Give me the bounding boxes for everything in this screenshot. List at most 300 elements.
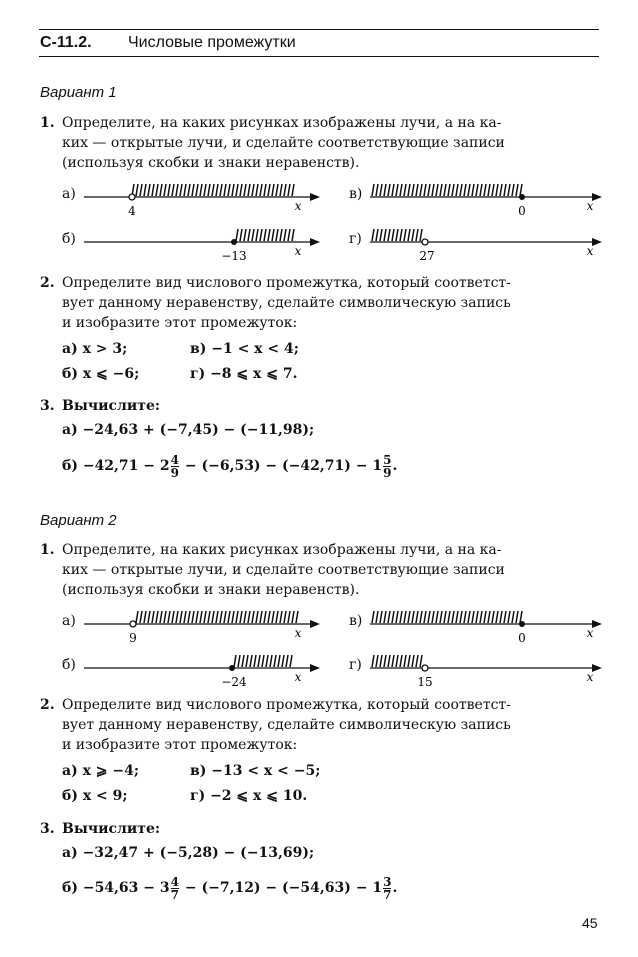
v2-fig-a-hatch-mark-34 [272, 611, 274, 623]
v2-fig-b-hatch-mark-1 [238, 655, 240, 667]
v2-fig-a-hatch-mark-1 [140, 611, 142, 623]
variant-2-heading: Вариант 2 [40, 512, 117, 529]
v1-fig-v-hatch-mark-0 [372, 184, 374, 196]
v2-fig-v-hatch-mark-27 [480, 611, 482, 623]
v1-fig-a-hatch-mark-13 [184, 184, 186, 196]
v2-fig-g-hatch-mark-5 [392, 655, 394, 667]
v1-fig-v-hatch-mark-27 [480, 184, 482, 196]
v1-fig-b-hatch-mark-9 [272, 229, 274, 241]
v2-fig-g-hatch-mark-7 [400, 655, 402, 667]
section-code: С-11.2. [40, 34, 92, 51]
v2-fig-g-hatch [372, 655, 422, 667]
v1-task3-b-mid: − (−6,53) − (−42,71) − [184, 458, 368, 474]
v2-fig-a-hatch-mark-25 [236, 611, 238, 623]
v1-task3-number: 3. [40, 398, 55, 414]
v2-fig-g-hatch-mark-6 [396, 655, 398, 667]
v1-fig-g-hatch-mark-6 [396, 229, 398, 241]
v1-fig-v-number-line [370, 180, 602, 218]
v2-fig-b-point-label: −24 [221, 675, 247, 689]
v2-fig-v-hatch-mark-26 [476, 611, 478, 623]
v2-fig-a-hatch-mark-14 [192, 611, 194, 623]
v2-fig-a-hatch-mark-33 [268, 611, 270, 623]
v2-fig-a-hatch-mark-5 [156, 611, 158, 623]
v2-fig-g-hatch-mark-3 [384, 655, 386, 667]
v1-fig-v-hatch-mark-16 [436, 184, 438, 196]
v1-fig-a-hatch-mark-18 [204, 184, 206, 196]
v1-fig-a-hatch-mark-9 [168, 184, 170, 196]
v2-fig-a-hatch-mark-26 [240, 611, 242, 623]
v1-task2-line-1: Определите вид числового промежутка, который соответст- [62, 275, 511, 291]
v2-fig-v-hatch-mark-1 [376, 611, 378, 623]
v2-fig-v-hatch-mark-33 [504, 611, 506, 623]
v1-fig-b-hatch-mark-3 [248, 229, 250, 241]
v1-fig-b-hatch-mark-12 [284, 229, 286, 241]
v2-fig-v-hatch-mark-7 [400, 611, 402, 623]
v2-task3-b-start: б) −54,63 − [62, 880, 156, 896]
v2-fig-v-hatch-mark-12 [420, 611, 422, 623]
v1-fig-b-arrowhead [310, 238, 320, 246]
v1-fig-b-hatch-mark-6 [260, 229, 262, 241]
v2-fig-a-hatch-mark-12 [184, 611, 186, 623]
v1-fig-v-hatch-mark-10 [412, 184, 414, 196]
v1-fig-a-hatch-mark-32 [260, 184, 262, 196]
v1-fig-a-hatch [132, 184, 294, 196]
v2-task2-item-b: б) x < 9; [62, 788, 128, 804]
v1-fig-a-hatch-mark-11 [176, 184, 178, 196]
header-top-rule [39, 29, 599, 30]
v1-fig-g-hatch-mark-10 [412, 229, 414, 241]
v1-fig-a-hatch-mark-22 [220, 184, 222, 196]
v1-fig-a-hatch-mark-17 [200, 184, 202, 196]
v2-fig-b-hatch-mark-4 [250, 655, 252, 667]
v2-fig-g-axis-label: x [586, 670, 594, 684]
v1-fig-g-hatch-mark-9 [408, 229, 410, 241]
v1-fig-b-hatch-mark-10 [276, 229, 278, 241]
v2-fig-g-hatch-mark-1 [376, 655, 378, 667]
v1-fig-a-hatch-mark-19 [208, 184, 210, 196]
v1-fig-v-hatch-mark-25 [472, 184, 474, 196]
v1-fig-g-hatch [372, 229, 422, 241]
v2-fig-v-hatch [372, 611, 522, 623]
v2-fig-v-closed-point [519, 621, 525, 627]
v2-fig-v-hatch-mark-32 [500, 611, 502, 623]
v2-fig-v-hatch-mark-10 [412, 611, 414, 623]
v2-fig-v-hatch-mark-3 [384, 611, 386, 623]
v2-task3-b-whole-1: 3 [159, 880, 170, 896]
v2-fig-g-number-line [370, 651, 602, 689]
v1-fig-b-closed-point [231, 239, 237, 245]
v1-task2-number: 2. [40, 275, 55, 291]
v1-fig-v-hatch-mark-1 [376, 184, 378, 196]
v2-fig-v-hatch-mark-9 [408, 611, 410, 623]
v1-fig-a-hatch-mark-5 [152, 184, 154, 196]
v1-fig-v-closed-point [519, 194, 525, 200]
v1-fig-b-hatch-mark-13 [288, 229, 290, 241]
v2-fig-b-hatch-mark-2 [242, 655, 244, 667]
v1-fig-a-arrowhead [310, 193, 320, 201]
v1-fig-b-hatch-mark-2 [244, 229, 246, 241]
v1-task2-item-v: в) −1 < x < 4; [190, 341, 299, 357]
v2-fig-v-hatch-mark-0 [372, 611, 374, 623]
v2-task2-line-3: и изобразите этот промежуток: [62, 737, 298, 753]
v1-task2-item-g: г) −8 ⩽ x ⩽ 7. [190, 366, 298, 382]
v2-fig-a-hatch-mark-21 [220, 611, 222, 623]
v2-fig-a-hatch-mark-2 [144, 611, 146, 623]
v1-fig-v-axis-label: x [586, 199, 594, 213]
v2-task2-item-v: в) −13 < x < −5; [190, 763, 321, 779]
v2-task3-b-den-1: 7 [170, 887, 179, 902]
v1-task3-b-num-2: 5 [383, 452, 392, 467]
v1-fig-v-hatch [372, 184, 522, 196]
v1-fig-g-hatch-mark-0 [372, 229, 374, 241]
v1-task3-b-end: . [392, 458, 398, 474]
v1-fig-g-hatch-mark-12 [420, 229, 422, 241]
v1-fig-v-hatch-mark-4 [388, 184, 390, 196]
v2-fig-a-hatch-mark-28 [248, 611, 250, 623]
v2-fig-v-hatch-mark-11 [416, 611, 418, 623]
v1-fig-a-hatch-mark-34 [268, 184, 270, 196]
v1-fig-a-hatch-mark-16 [196, 184, 198, 196]
v1-fig-v-label: в) [349, 186, 363, 202]
v1-fig-g-label: г) [349, 231, 362, 247]
v2-fig-b-hatch-mark-6 [258, 655, 260, 667]
v2-fig-v-hatch-mark-25 [472, 611, 474, 623]
v1-fig-b-axis-label: x [294, 244, 302, 258]
v1-fig-g-point-label: 27 [419, 249, 435, 263]
v1-fig-b-point-label: −13 [221, 249, 247, 263]
v2-fig-a-hatch-mark-10 [176, 611, 178, 623]
v1-task2-line-2: вует данному неравенству, сделайте символическую запись [62, 295, 511, 311]
v2-task2-line-1: Определите вид числового промежутка, который соответст- [62, 697, 511, 713]
v1-fig-v-hatch-mark-35 [512, 184, 514, 196]
v1-fig-v-arrowhead [592, 193, 602, 201]
v2-fig-v-hatch-mark-31 [496, 611, 498, 623]
v2-fig-v-hatch-mark-23 [464, 611, 466, 623]
v2-fig-a-hatch-mark-11 [180, 611, 182, 623]
v2-fig-v-hatch-mark-36 [516, 611, 518, 623]
v2-fig-a-hatch-mark-18 [208, 611, 210, 623]
v2-fig-g-hatch-mark-10 [412, 655, 414, 667]
v1-task3-b-num-1: 4 [170, 452, 179, 467]
v1-fig-g-axis-label: x [586, 244, 594, 258]
v1-fig-b-hatch-mark-14 [292, 229, 294, 241]
v1-fig-b-number-line [84, 225, 320, 263]
v2-fig-v-hatch-mark-5 [392, 611, 394, 623]
v1-fig-a-hatch-mark-29 [248, 184, 250, 196]
v1-fig-v-hatch-mark-15 [432, 184, 434, 196]
v1-fig-a-hatch-mark-38 [284, 184, 286, 196]
v2-fig-a-hatch-mark-38 [288, 611, 290, 623]
v2-task1-line-1: Определите, на каких рисунках изображены лучи, а на ка- [62, 542, 502, 558]
v2-fig-a-hatch-mark-7 [164, 611, 166, 623]
v1-fig-v-hatch-mark-33 [504, 184, 506, 196]
v1-fig-a-hatch-mark-2 [140, 184, 142, 196]
v2-fig-v-hatch-mark-2 [380, 611, 382, 623]
v1-task3-b-start: б) −42,71 − [62, 458, 156, 474]
v2-fig-a-number-line [84, 607, 320, 645]
v1-fig-g-open-point [422, 239, 428, 245]
v2-fig-v-hatch-mark-17 [440, 611, 442, 623]
v1-fig-v-hatch-mark-31 [496, 184, 498, 196]
v1-fig-a-hatch-mark-31 [256, 184, 258, 196]
v2-fig-g-hatch-mark-0 [372, 655, 374, 667]
v2-task3-b-num-1: 4 [170, 874, 179, 889]
v1-fig-a-label: а) [62, 186, 76, 202]
v1-fig-a-hatch-mark-37 [280, 184, 282, 196]
v1-fig-v-hatch-mark-29 [488, 184, 490, 196]
v2-fig-a-hatch-mark-20 [216, 611, 218, 623]
v2-fig-a-hatch-mark-32 [264, 611, 266, 623]
v2-task3-b-fraction-1 [171, 876, 179, 901]
v1-fig-b-hatch-mark-5 [256, 229, 258, 241]
v1-fig-g-number-line [370, 225, 602, 263]
v1-fig-a-hatch-mark-3 [144, 184, 146, 196]
v2-fig-g-open-point [422, 665, 428, 671]
v2-fig-v-hatch-mark-14 [428, 611, 430, 623]
v1-fig-v-hatch-mark-5 [392, 184, 394, 196]
v2-fig-a-hatch-mark-0 [136, 611, 138, 623]
v1-fig-a-hatch-mark-35 [272, 184, 274, 196]
v2-fig-b-hatch-mark-5 [254, 655, 256, 667]
v2-task3-expr-b [62, 872, 397, 904]
v2-fig-v-hatch-mark-6 [396, 611, 398, 623]
v2-fig-a-hatch-mark-16 [200, 611, 202, 623]
v2-fig-v-arrowhead [592, 620, 602, 628]
v2-fig-b-label: б) [62, 657, 76, 673]
v1-task3-b-den-1: 9 [170, 465, 179, 480]
v1-fig-a-hatch-mark-12 [180, 184, 182, 196]
v1-fig-v-hatch-mark-26 [476, 184, 478, 196]
v1-task3-b-fraction-2 [383, 454, 391, 479]
v2-fig-g-point-label: 15 [417, 675, 433, 689]
v2-fig-g-arrowhead [592, 664, 602, 672]
v1-fig-a-hatch-mark-20 [212, 184, 214, 196]
v1-fig-a-hatch-mark-28 [244, 184, 246, 196]
v2-fig-a-hatch-mark-3 [148, 611, 150, 623]
v2-fig-a-arrowhead [310, 620, 320, 628]
v1-fig-a-hatch-mark-1 [136, 184, 138, 196]
v2-fig-v-hatch-mark-22 [460, 611, 462, 623]
v1-fig-a-hatch-mark-23 [224, 184, 226, 196]
v2-fig-v-hatch-mark-13 [424, 611, 426, 623]
v1-fig-b-hatch-mark-4 [252, 229, 254, 241]
v2-fig-g-hatch-mark-4 [388, 655, 390, 667]
v1-fig-b-label: б) [62, 231, 76, 247]
v1-fig-v-hatch-mark-6 [396, 184, 398, 196]
v1-task1-line-2: ких — открытые лучи, и сделайте соответствующие записи [62, 135, 505, 151]
v2-fig-a-hatch-mark-13 [188, 611, 190, 623]
v1-fig-a-hatch-mark-6 [156, 184, 158, 196]
v2-fig-g-hatch-mark-11 [416, 655, 418, 667]
v1-task3-b-whole-2: 1 [372, 458, 383, 474]
v2-fig-b-arrowhead [310, 664, 320, 672]
v2-task1-line-2: ких — открытые лучи, и сделайте соответствующие записи [62, 562, 505, 578]
v1-fig-g-hatch-mark-11 [416, 229, 418, 241]
v2-fig-a-point-label: 9 [129, 631, 137, 645]
v2-task2-line-2: вует данному неравенству, сделайте символическую запись [62, 717, 511, 733]
v2-fig-a-hatch-mark-6 [160, 611, 162, 623]
v2-fig-b-hatch-mark-11 [278, 655, 280, 667]
v1-task2-line-3: и изобразите этот промежуток: [62, 315, 298, 331]
v1-fig-a-hatch-mark-4 [148, 184, 150, 196]
v2-fig-a-label: а) [62, 613, 76, 629]
v1-fig-v-hatch-mark-17 [440, 184, 442, 196]
v1-fig-a-hatch-mark-24 [228, 184, 230, 196]
v1-task1-line-3: (используя скобки и знаки неравенств). [62, 155, 360, 171]
v2-fig-b-hatch-mark-14 [290, 655, 292, 667]
v2-fig-a-open-point [130, 621, 136, 627]
v2-fig-v-hatch-mark-19 [448, 611, 450, 623]
v2-fig-a-axis-label: x [294, 626, 302, 640]
v2-fig-v-label: в) [349, 613, 363, 629]
v2-fig-b-axis-label: x [294, 670, 302, 684]
v2-task1-line-3: (используя скобки и знаки неравенств). [62, 582, 360, 598]
v1-fig-a-hatch-mark-27 [240, 184, 242, 196]
v1-fig-v-hatch-mark-19 [448, 184, 450, 196]
v1-fig-g-hatch-mark-4 [388, 229, 390, 241]
v1-fig-v-hatch-mark-20 [452, 184, 454, 196]
v1-task3-b-whole-1: 2 [159, 458, 170, 474]
v1-task3-b-den-2: 9 [383, 465, 392, 480]
v2-task3-expr-a: а) −32,47 + (−5,28) − (−13,69); [62, 845, 315, 861]
v2-fig-g-hatch-mark-12 [420, 655, 422, 667]
v2-fig-a-hatch-mark-36 [280, 611, 282, 623]
v1-task3-expr-a: а) −24,63 + (−7,45) − (−11,98); [62, 422, 315, 438]
v2-fig-a-hatch-mark-27 [244, 611, 246, 623]
v2-fig-v-hatch-mark-34 [508, 611, 510, 623]
v2-fig-g-hatch-mark-8 [404, 655, 406, 667]
v1-fig-v-hatch-mark-36 [516, 184, 518, 196]
v1-fig-v-hatch-mark-9 [408, 184, 410, 196]
v2-task3-b-fraction-2 [383, 876, 391, 901]
v2-task3-b-mid: − (−7,12) − (−54,63) − [184, 880, 368, 896]
v2-fig-a-hatch-mark-30 [256, 611, 258, 623]
v1-fig-a-hatch-mark-36 [276, 184, 278, 196]
v2-task2-item-g: г) −2 ⩽ x ⩽ 10. [190, 788, 308, 804]
v2-task3-title: Вычислите: [62, 821, 161, 837]
v1-fig-a-axis-label: x [294, 199, 302, 213]
v2-fig-v-hatch-mark-15 [432, 611, 434, 623]
v1-fig-g-hatch-mark-8 [404, 229, 406, 241]
v1-fig-g-hatch-mark-3 [384, 229, 386, 241]
v2-fig-v-hatch-mark-18 [444, 611, 446, 623]
v1-fig-a-hatch-mark-30 [252, 184, 254, 196]
v2-fig-a-hatch-mark-39 [292, 611, 294, 623]
v2-fig-a-hatch-mark-4 [152, 611, 154, 623]
v2-fig-v-point-label: 0 [518, 631, 526, 645]
v1-fig-v-hatch-mark-18 [444, 184, 446, 196]
v2-fig-a-hatch-mark-9 [172, 611, 174, 623]
v2-task1-number: 1. [40, 542, 55, 558]
v1-fig-v-hatch-mark-21 [456, 184, 458, 196]
header-bottom-rule [39, 56, 599, 57]
v1-fig-v-hatch-mark-3 [384, 184, 386, 196]
v1-fig-g-arrowhead [592, 238, 602, 246]
v2-fig-a-hatch-mark-19 [212, 611, 214, 623]
v1-fig-v-hatch-mark-32 [500, 184, 502, 196]
variant-1-heading: Вариант 1 [40, 84, 117, 101]
v1-task3-b-fraction-1 [171, 454, 179, 479]
v2-fig-b-number-line [84, 651, 320, 689]
v1-fig-b-hatch [236, 229, 294, 241]
v1-fig-a-hatch-mark-10 [172, 184, 174, 196]
v2-fig-v-number-line [370, 607, 602, 645]
v2-fig-a-hatch-mark-24 [232, 611, 234, 623]
v1-fig-g-hatch-mark-2 [380, 229, 382, 241]
v2-fig-b-hatch-mark-7 [262, 655, 264, 667]
v1-fig-v-hatch-mark-14 [428, 184, 430, 196]
v2-task2-item-a: а) x ⩾ −4; [62, 763, 140, 779]
v1-fig-a-hatch-mark-39 [288, 184, 290, 196]
v1-fig-b-hatch-mark-11 [280, 229, 282, 241]
v2-fig-b-hatch-mark-8 [266, 655, 268, 667]
v2-fig-v-hatch-mark-35 [512, 611, 514, 623]
v1-fig-a-hatch-mark-25 [232, 184, 234, 196]
v1-fig-v-hatch-mark-12 [420, 184, 422, 196]
v2-fig-v-hatch-mark-29 [488, 611, 490, 623]
v2-fig-a-hatch-mark-29 [252, 611, 254, 623]
v2-fig-a-hatch [136, 611, 298, 623]
v1-fig-v-hatch-mark-22 [460, 184, 462, 196]
v1-task1-line-1: Определите, на каких рисунках изображены лучи, а на ка- [62, 115, 502, 131]
v2-fig-a-hatch-mark-15 [196, 611, 198, 623]
v2-fig-b-hatch-mark-3 [246, 655, 248, 667]
v1-fig-v-hatch-mark-30 [492, 184, 494, 196]
v1-fig-v-hatch-mark-34 [508, 184, 510, 196]
v2-fig-v-axis-label: x [586, 626, 594, 640]
v1-fig-v-hatch-mark-24 [468, 184, 470, 196]
v2-fig-b-closed-point [229, 665, 235, 671]
v2-fig-g-hatch-mark-2 [380, 655, 382, 667]
v2-fig-a-hatch-mark-31 [260, 611, 262, 623]
v1-fig-a-hatch-mark-8 [164, 184, 166, 196]
v2-fig-v-hatch-mark-21 [456, 611, 458, 623]
v1-task1-number: 1. [40, 115, 55, 131]
v2-task2-number: 2. [40, 697, 55, 713]
page-number: 45 [582, 915, 598, 931]
v1-fig-a-hatch-mark-26 [236, 184, 238, 196]
v1-fig-g-hatch-mark-1 [376, 229, 378, 241]
v2-fig-v-hatch-mark-16 [436, 611, 438, 623]
v2-fig-b-hatch-mark-0 [234, 655, 236, 667]
v1-fig-v-hatch-mark-13 [424, 184, 426, 196]
v2-fig-b-hatch [234, 655, 292, 667]
v1-fig-a-number-line [84, 180, 320, 218]
v1-fig-a-open-point [129, 194, 135, 200]
v2-fig-a-hatch-mark-35 [276, 611, 278, 623]
v1-fig-a-hatch-mark-14 [188, 184, 190, 196]
v2-fig-a-hatch-mark-22 [224, 611, 226, 623]
v2-fig-a-hatch-mark-8 [168, 611, 170, 623]
v2-fig-b-hatch-mark-10 [274, 655, 276, 667]
v2-fig-b-hatch-mark-12 [282, 655, 284, 667]
v1-fig-b-hatch-mark-8 [268, 229, 270, 241]
v2-fig-g-label: г) [349, 657, 362, 673]
v1-fig-g-hatch-mark-5 [392, 229, 394, 241]
v1-fig-v-hatch-mark-7 [400, 184, 402, 196]
v2-task3-b-whole-2: 1 [372, 880, 383, 896]
v2-fig-a-hatch-mark-23 [228, 611, 230, 623]
v2-fig-v-hatch-mark-24 [468, 611, 470, 623]
v1-fig-a-point-label: 4 [128, 204, 136, 218]
v2-fig-b-hatch-mark-13 [286, 655, 288, 667]
v1-fig-g-hatch-mark-7 [400, 229, 402, 241]
v1-fig-a-hatch-mark-7 [160, 184, 162, 196]
v1-fig-v-point-label: 0 [518, 204, 526, 218]
v1-fig-b-hatch-mark-1 [240, 229, 242, 241]
v2-fig-a-hatch-mark-17 [204, 611, 206, 623]
v1-fig-a-hatch-mark-15 [192, 184, 194, 196]
